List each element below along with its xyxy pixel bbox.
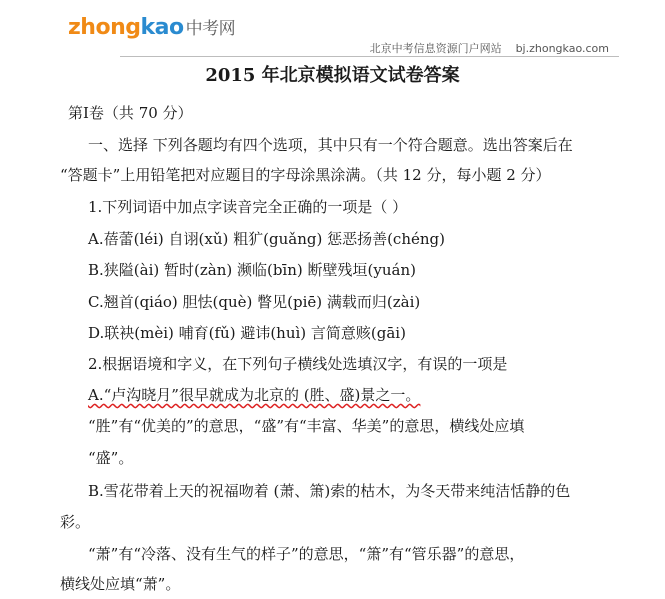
question-2-stem: 2.根据语境和字义，在下列句子横线处选填汉字，有误的一项是: [88, 355, 508, 373]
question-2-option-a: A.“卢沟晓月”很早就成为北京的 (胜、盛)景之一。: [88, 386, 421, 404]
page-header: [0, 0, 665, 58]
question-1-option-b: B.狭隘(ài) 暂时(zàn) 濒临(bīn) 断壁残垣(yuán): [88, 261, 416, 279]
question-2-option-b-2: 彩。: [60, 513, 91, 531]
logo-text-zhong: zhong: [68, 15, 141, 40]
question-2-option-b-note-1: “萧”有“冷落、没有生气的样子”的意思，“箫”有“管乐器”的意思，: [88, 545, 525, 563]
site-name: 北京中考信息资源门户网站: [369, 42, 502, 55]
site-url[interactable]: bj.zhongkao.com: [515, 42, 609, 55]
question-1-option-d: D.联袂(mèi) 哺育(fǔ) 避讳(huì) 言简意赅(gāi): [88, 324, 406, 342]
header-divider: [120, 56, 619, 57]
logo-text-cn: 中考网: [185, 19, 236, 39]
zhongkao-logo[interactable]: [68, 14, 235, 40]
question-2-option-b-note-2: 横线处应填“萧”。: [60, 575, 181, 593]
site-description: [370, 40, 609, 56]
question-2-option-a-note-2: “盛”。: [88, 449, 134, 467]
document-title: 2015 年北京模拟语文试卷答案: [205, 65, 460, 86]
question-2-option-a-note-1: “胜”有“优美的”的意思，“盛”有“丰富、华美”的意思，横线处应填: [88, 417, 525, 435]
intro-line-2: “答题卡”上用铅笔把对应题目的字母涂黑涂满。（共 12 分，每小题 2 分）: [60, 166, 551, 184]
question-1-option-c: C.翘首(qiáo) 胆怯(què) 瞥见(piē) 满载而归(zài): [88, 293, 421, 311]
question-1-option-a: A.蓓蕾(léi) 自诩(xǔ) 粗犷(guǎng) 惩恶扬善(chéng): [88, 230, 445, 248]
question-2-option-b-1: B.雪花带着上天的祝福吻着 (萧、箫)索的枯木，为冬天带来纯洁恬静的色: [88, 482, 571, 500]
intro-line-1: 一、选择 下列各题均有四个选项，其中只有一个符合题意。选出答案后在: [88, 136, 573, 154]
logo-text-kao: kao: [140, 15, 184, 40]
section-heading: 第Ⅰ卷（共 70 分）: [68, 104, 193, 122]
question-1-stem: 1.下列词语中加点字读音完全正确的一项是（ ）: [88, 198, 408, 216]
